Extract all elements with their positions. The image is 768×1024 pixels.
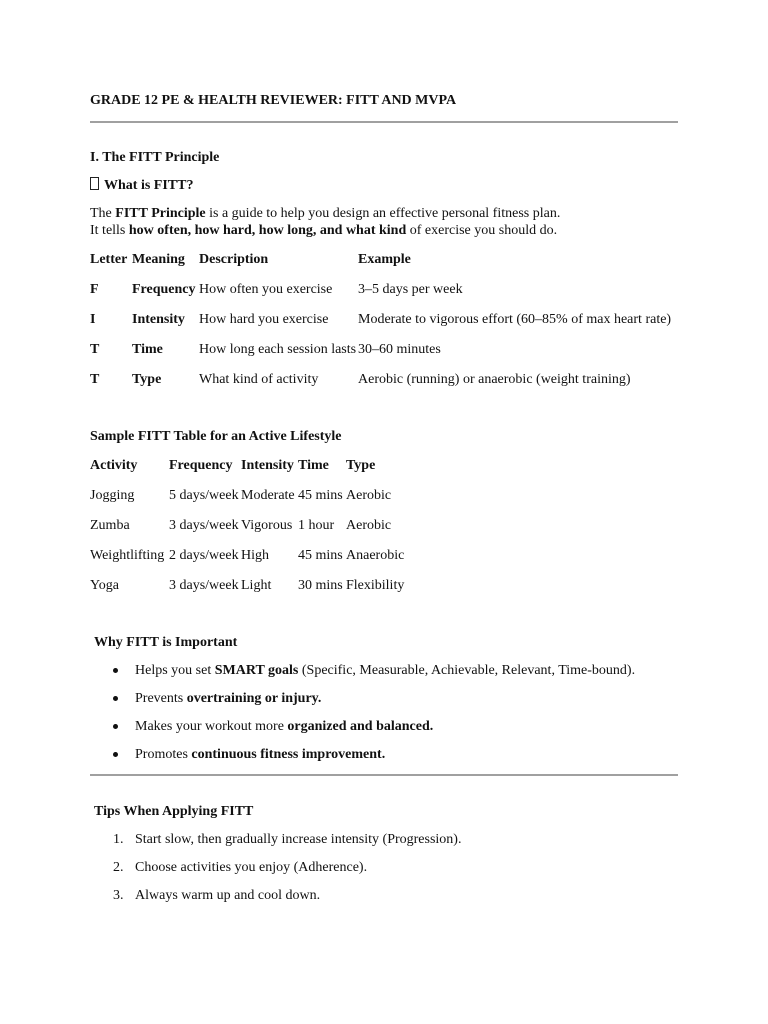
header-cell: Description: [199, 252, 269, 267]
bullet-icon: [113, 696, 118, 701]
why-heading: Why FITT is Important: [94, 635, 238, 650]
list-item: Makes your workout more organized and balanced.: [135, 719, 434, 734]
table-cell: Weightlifting: [90, 548, 165, 563]
missing-glyph-icon: [90, 177, 99, 190]
horizontal-rule: [90, 121, 678, 123]
list-number: 2.: [113, 860, 124, 875]
horizontal-rule: [90, 774, 678, 776]
table-cell: T: [90, 372, 100, 387]
table-cell: 3 days/week: [169, 518, 239, 533]
list-number: 1.: [113, 832, 124, 847]
table-cell: Light: [241, 578, 272, 593]
list-number: 3.: [113, 888, 124, 903]
bullet-icon: [113, 752, 118, 757]
header-cell: Meaning: [132, 252, 185, 267]
table-cell: High: [241, 548, 269, 563]
table-cell: Yoga: [90, 578, 119, 593]
table-cell: 3 days/week: [169, 578, 239, 593]
header-cell: Intensity: [241, 458, 294, 473]
table-cell: How long each session lasts: [199, 342, 357, 357]
list-item: Start slow, then gradually increase intensity (Progression).: [135, 832, 462, 847]
table-cell: Intensity: [132, 312, 185, 327]
header-cell: Letter: [90, 252, 128, 267]
list-item: Helps you set SMART goals (Specific, Measurable, Achievable, Relevant, Time-bound).: [135, 663, 636, 678]
table-cell: 30–60 minutes: [358, 342, 441, 357]
table-cell: Aerobic: [346, 488, 392, 503]
table-cell: Moderate: [241, 488, 295, 503]
subheading-what-is-fitt: What is FITT?: [90, 177, 193, 195]
table-cell: 2 days/week: [169, 548, 239, 563]
header-cell: Time: [298, 458, 329, 473]
list-item: Promotes continuous fitness improvement.: [135, 747, 386, 762]
list-item: Choose activities you enjoy (Adherence).: [135, 860, 368, 875]
header-cell: Example: [358, 252, 411, 267]
table-cell: How hard you exercise: [199, 312, 329, 327]
document-title: GRADE 12 PE & HEALTH REVIEWER: FITT AND MVPA: [90, 93, 457, 108]
table-cell: T: [90, 342, 100, 357]
bullet-icon: [113, 724, 118, 729]
sample-table-heading: Sample FITT Table for an Active Lifestyle: [90, 429, 342, 444]
table-cell: F: [90, 282, 99, 297]
table-cell: Vigorous: [241, 518, 293, 533]
tips-heading: Tips When Applying FITT: [94, 804, 254, 819]
table-cell: 1 hour: [298, 518, 335, 533]
table-cell: I: [90, 312, 96, 327]
table-cell: Time: [132, 342, 163, 357]
table-cell: Aerobic (running) or anaerobic (weight training): [358, 372, 631, 387]
table-cell: Anaerobic: [346, 548, 405, 563]
table-cell: 45 mins: [298, 548, 343, 563]
list-item: Always warm up and cool down.: [135, 888, 321, 903]
section-heading-fitt: I. The FITT Principle: [90, 150, 220, 165]
list-item: Prevents overtraining or injury.: [135, 691, 322, 706]
intro-line-1: The FITT Principle is a guide to help you design an effective personal fitness plan.: [90, 206, 561, 221]
table-cell: Flexibility: [346, 578, 405, 593]
table-cell: Type: [132, 372, 162, 387]
header-cell: Type: [346, 458, 376, 473]
table-cell: What kind of activity: [199, 372, 319, 387]
header-cell: Activity: [90, 458, 138, 473]
bullet-icon: [113, 668, 118, 673]
table-cell: Zumba: [90, 518, 130, 533]
table-cell: 3–5 days per week: [358, 282, 463, 297]
table-cell: How often you exercise: [199, 282, 333, 297]
table-cell: Aerobic: [346, 518, 392, 533]
table-cell: Jogging: [90, 488, 135, 503]
table-cell: Frequency: [132, 282, 196, 297]
table-cell: 5 days/week: [169, 488, 239, 503]
table-cell: 45 mins: [298, 488, 343, 503]
table-cell: Moderate to vigorous effort (60–85% of max heart rate): [358, 312, 672, 327]
intro-line-2: It tells how often, how hard, how long, and what kind of exercise you should do.: [90, 223, 558, 238]
table-cell: 30 mins: [298, 578, 343, 593]
header-cell: Frequency: [169, 458, 233, 473]
